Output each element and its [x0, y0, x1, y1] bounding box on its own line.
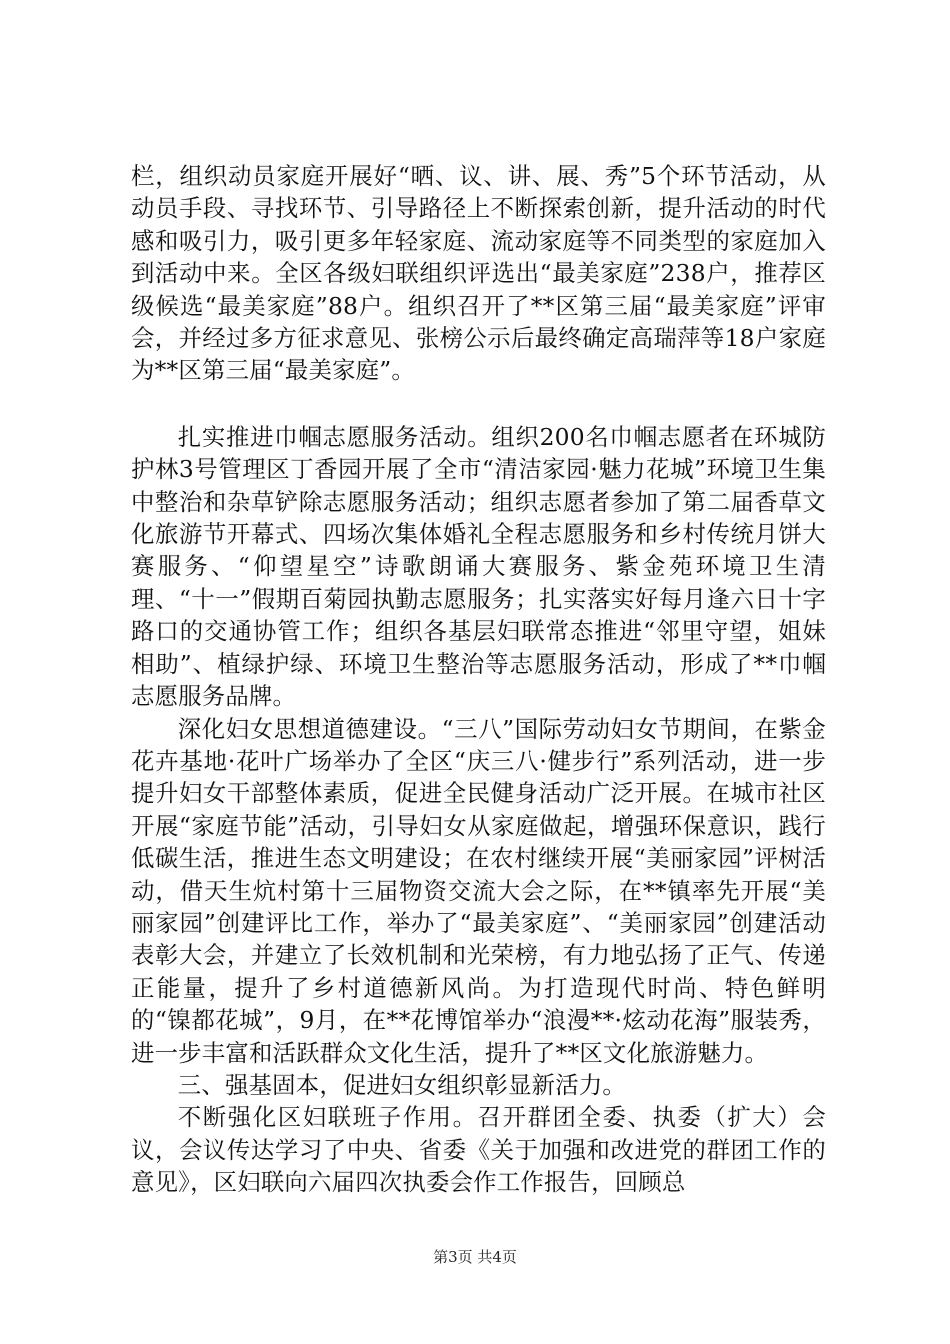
paragraph-volunteer-service: 扎实推进巾帼志愿服务活动。组织200名巾帼志愿者在环城防护林3号管理区丁香园开展了全市“清洁家园·魅力花城”环境卫生集中整治和杂草铲除志愿服务活动；组织志愿者参加了第二届香草文化旅游节开幕式、四场次集体婚礼全程志愿服务和乡村传统月饼大赛服务、“仰望星空”诗歌朗诵大赛服务、紫金苑环境卫生清理、“十一”假期百菊园执勤志愿服务；扎实落实好每月逢六日十字路口的交通协管工作；组织各基层妇联常态推进“邻里守望，姐妹相助”、植绿护绿、环境卫生整治等志愿服务活动，形成了**巾帼志愿服务品牌。	[131, 422, 826, 711]
paragraph-gap	[131, 387, 826, 421]
section-heading: 三、强基固本，促进妇女组织彰显新活力。	[177, 1070, 627, 1099]
paragraph-moral-construction: 深化妇女思想道德建设。“三八”国际劳动妇女节期间，在紫金花卉基地·花叶广场举办了全区“庆三八·健步行”系列活动，进一步提升妇女干部整体素质，促进全民健身活动广泛开展。在城市社区开展“家庭节能”活动，引导妇女从家庭做起，增强环保意识，践行低碳生活，推进生态文明建设；在农村继续开展“美丽家园”评树活动，借天生炕村第十三届物资交流大会之际，在**镇率先开展“美丽家园”创建评比工作，举办了“最美家庭”、“美丽家园”创建活动表彰大会，并建立了长效机制和光荣榜，有力地弘扬了正气、传递正能量，提升了乡村道德新风尚。为打造现代时尚、特色鲜明的“镍都花城”，9月，在**花博馆举办“浪漫**·炫动花海”服装秀，进一步丰富和活跃群众文化生活，提升了**区文化旅游魅力。	[131, 714, 826, 1067]
paragraph-continuation: 栏，组织动员家庭开展好“晒、议、讲、展、秀”5个环节活动，从动员手段、寻找环节、引导路径上不断探索创新，提升活动的时代感和吸引力，吸引更多年轻家庭、流动家庭等不同类型的家庭加入到活动中来。全区各级妇联组织评选出“最美家庭”238户，推荐区级候选“最美家庭”88户。组织召开了**区第三届“最美家庭”评审会，并经过多方征求意见、张榜公示后最终确定高瑞萍等18户家庭为**区第三届“最美家庭”。	[131, 162, 826, 385]
page-number-footer: 第3页 共4页	[433, 1248, 517, 1266]
document-body	[131, 160, 826, 1199]
paragraph-leadership: 不断强化区妇联班子作用。召开群团全委、执委（扩大）会议，会议传达学习了中央、省委《关于加强和改进党的群团工作的意见》，区妇联向六届四次执委会作工作报告，回顾总	[131, 1103, 826, 1197]
